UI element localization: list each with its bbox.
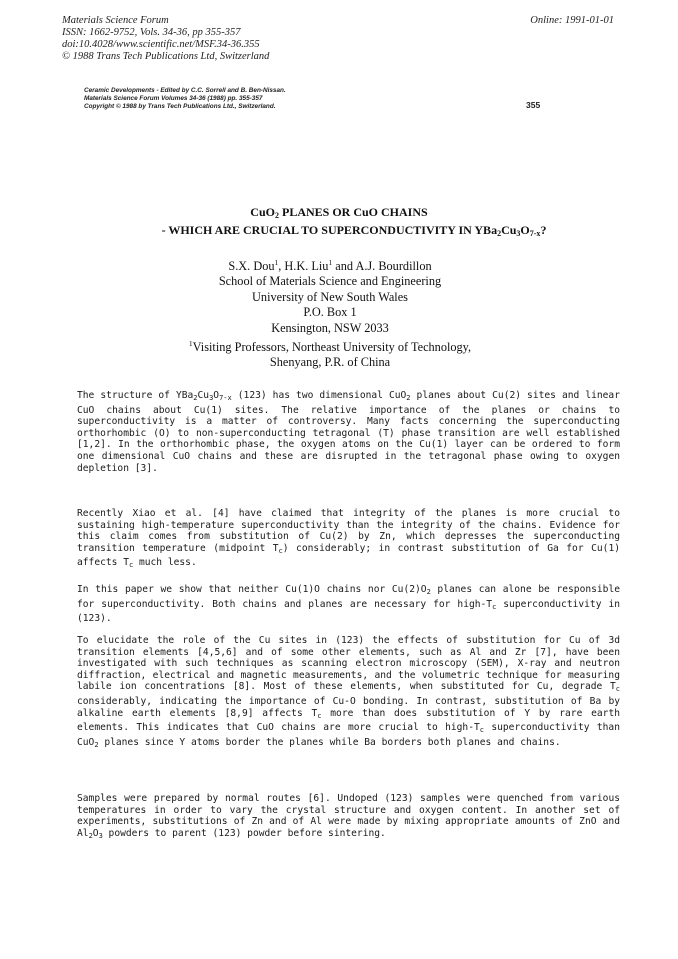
visiting-city: Shenyang, P.R. of China	[269, 355, 391, 370]
body-paragraph-2: Recently Xiao et al. [4] have claimed that integrity of the planes is more crucial to sustaining high-temperature superconductivity than the integrity of the chains. Evidence for this claim comes from substitution of Cu(2) by Zn, which depresses the superconducting transition temperature (midpoint $T_c$) considerably; in contrast substitution of Ga for Cu(1) affects $T_c$ much less.	[77, 508, 620, 570]
citation-line-2: Materials Science Forum Volumes 34-36 (1988) pp. 355-357	[84, 95, 263, 102]
journal-name: Materials Science Forum	[62, 15, 169, 26]
affiliation-university: University of New South Wales	[252, 289, 408, 304]
online-date: Online: 1991-01-01	[530, 15, 614, 26]
affiliation-pobox: P.O. Box 1	[303, 305, 357, 320]
page-number: 355	[526, 100, 541, 110]
body-paragraph-3: In this paper we show that neither Cu(1)O chains nor $Cu(2)O_2$ planes can alone be responsible for superconductivity. Both chains and planes are necessary for high-$T_c$ superconductivity in (123).	[77, 584, 620, 625]
issn-line: ISSN: 1662-9752, Vols. 34-36, pp 355-357	[62, 27, 241, 38]
title-line-1: CuO$_2$ PLANES OR CuO CHAINS	[250, 205, 428, 220]
body-paragraph-5: Samples were prepared by normal routes [6]. Undoped (123) samples were quenched from various temperatures in order to vary the crystal structure and oxygen content. In another set of experiments, substitutions of Zn and of Al were made by mixing appropriate amounts of ZnO and $Al_2O_3$ powders to parent (123) powder before sintering.	[77, 793, 620, 840]
copyright-line: © 1988 Trans Tech Publications Ltd, Switzerland	[62, 51, 270, 62]
title-line-2: - WHICH ARE CRUCIAL TO SUPERCONDUCTIVITY IN $YBa_2Cu_3O_{7-x}$?	[161, 223, 547, 238]
affiliation-city: Kensington, NSW 2033	[271, 320, 389, 335]
doi-line: doi:10.4028/www.scientific.net/MSF.34-36.355	[62, 39, 260, 50]
citation-line-3: Copyright © 1988 by Trans Tech Publications Ltd., Switzerland.	[84, 103, 276, 110]
body-paragraph-1: The structure of $YBa_2Cu_3O_{7-x}$ (123) has two dimensional CuO$_2$ planes about Cu(2) sites and linear CuO chains about Cu(1) sites. The relative importance of the planes or chains to superconductivity is a matter of controversy. Many facts concerning the superconducting orthorhombic (O) to non-superconducting tetragonal (T) phase transition are well established [1,2]. In the orthorhombic phase, the oxygen atoms on the Cu(1) layer can be ordered to form one dimensional CuO chains and these are disrupted in the tetragonal phase owing to oxygen depletion [3].	[77, 390, 620, 474]
author-block	[0, 255, 660, 371]
author-names: S.X. Dou$^1$, H.K. Liu$^1$ and A.J. Bourdillon	[228, 258, 432, 273]
paper-title	[0, 205, 678, 241]
body-paragraph-4: To elucidate the role of the Cu sites in (123) the effects of substitution for Cu of 3d transition elements [4,5,6] and of some other elements, such as Al and Zr [7], have been investigated with such techniques as scanning electron microscopy (SEM), X-ray and neutron diffraction, electrical and magnetic measurements, and the volumetric technique for measuring labile ion concentrations [8]. Most of these elements, when substituted for Cu, degrade $T_c$ considerably, indicating the importance of Cu-O bonding. In contrast, substitution of Ba by alkaline earth elements [8,9] affects $T_c$ more than does substitution of Y by rare earth elements. This indicates that CuO chains are more crucial to high-$T_c$ superconductivity than CuO$_2$ planes since Y atoms border the planes while Ba borders both planes and chains.	[77, 635, 620, 749]
affiliation-school: School of Materials Science and Engineering	[218, 274, 442, 289]
visiting-professors-note: $^1$Visiting Professors, Northeast University of Technology,	[188, 339, 472, 355]
original-citation	[84, 87, 286, 111]
citation-line-1: Ceramic Developments - Edited by C.C. Sorrell and B. Ben-Nissan.	[84, 87, 286, 94]
publication-metadata	[62, 15, 269, 63]
